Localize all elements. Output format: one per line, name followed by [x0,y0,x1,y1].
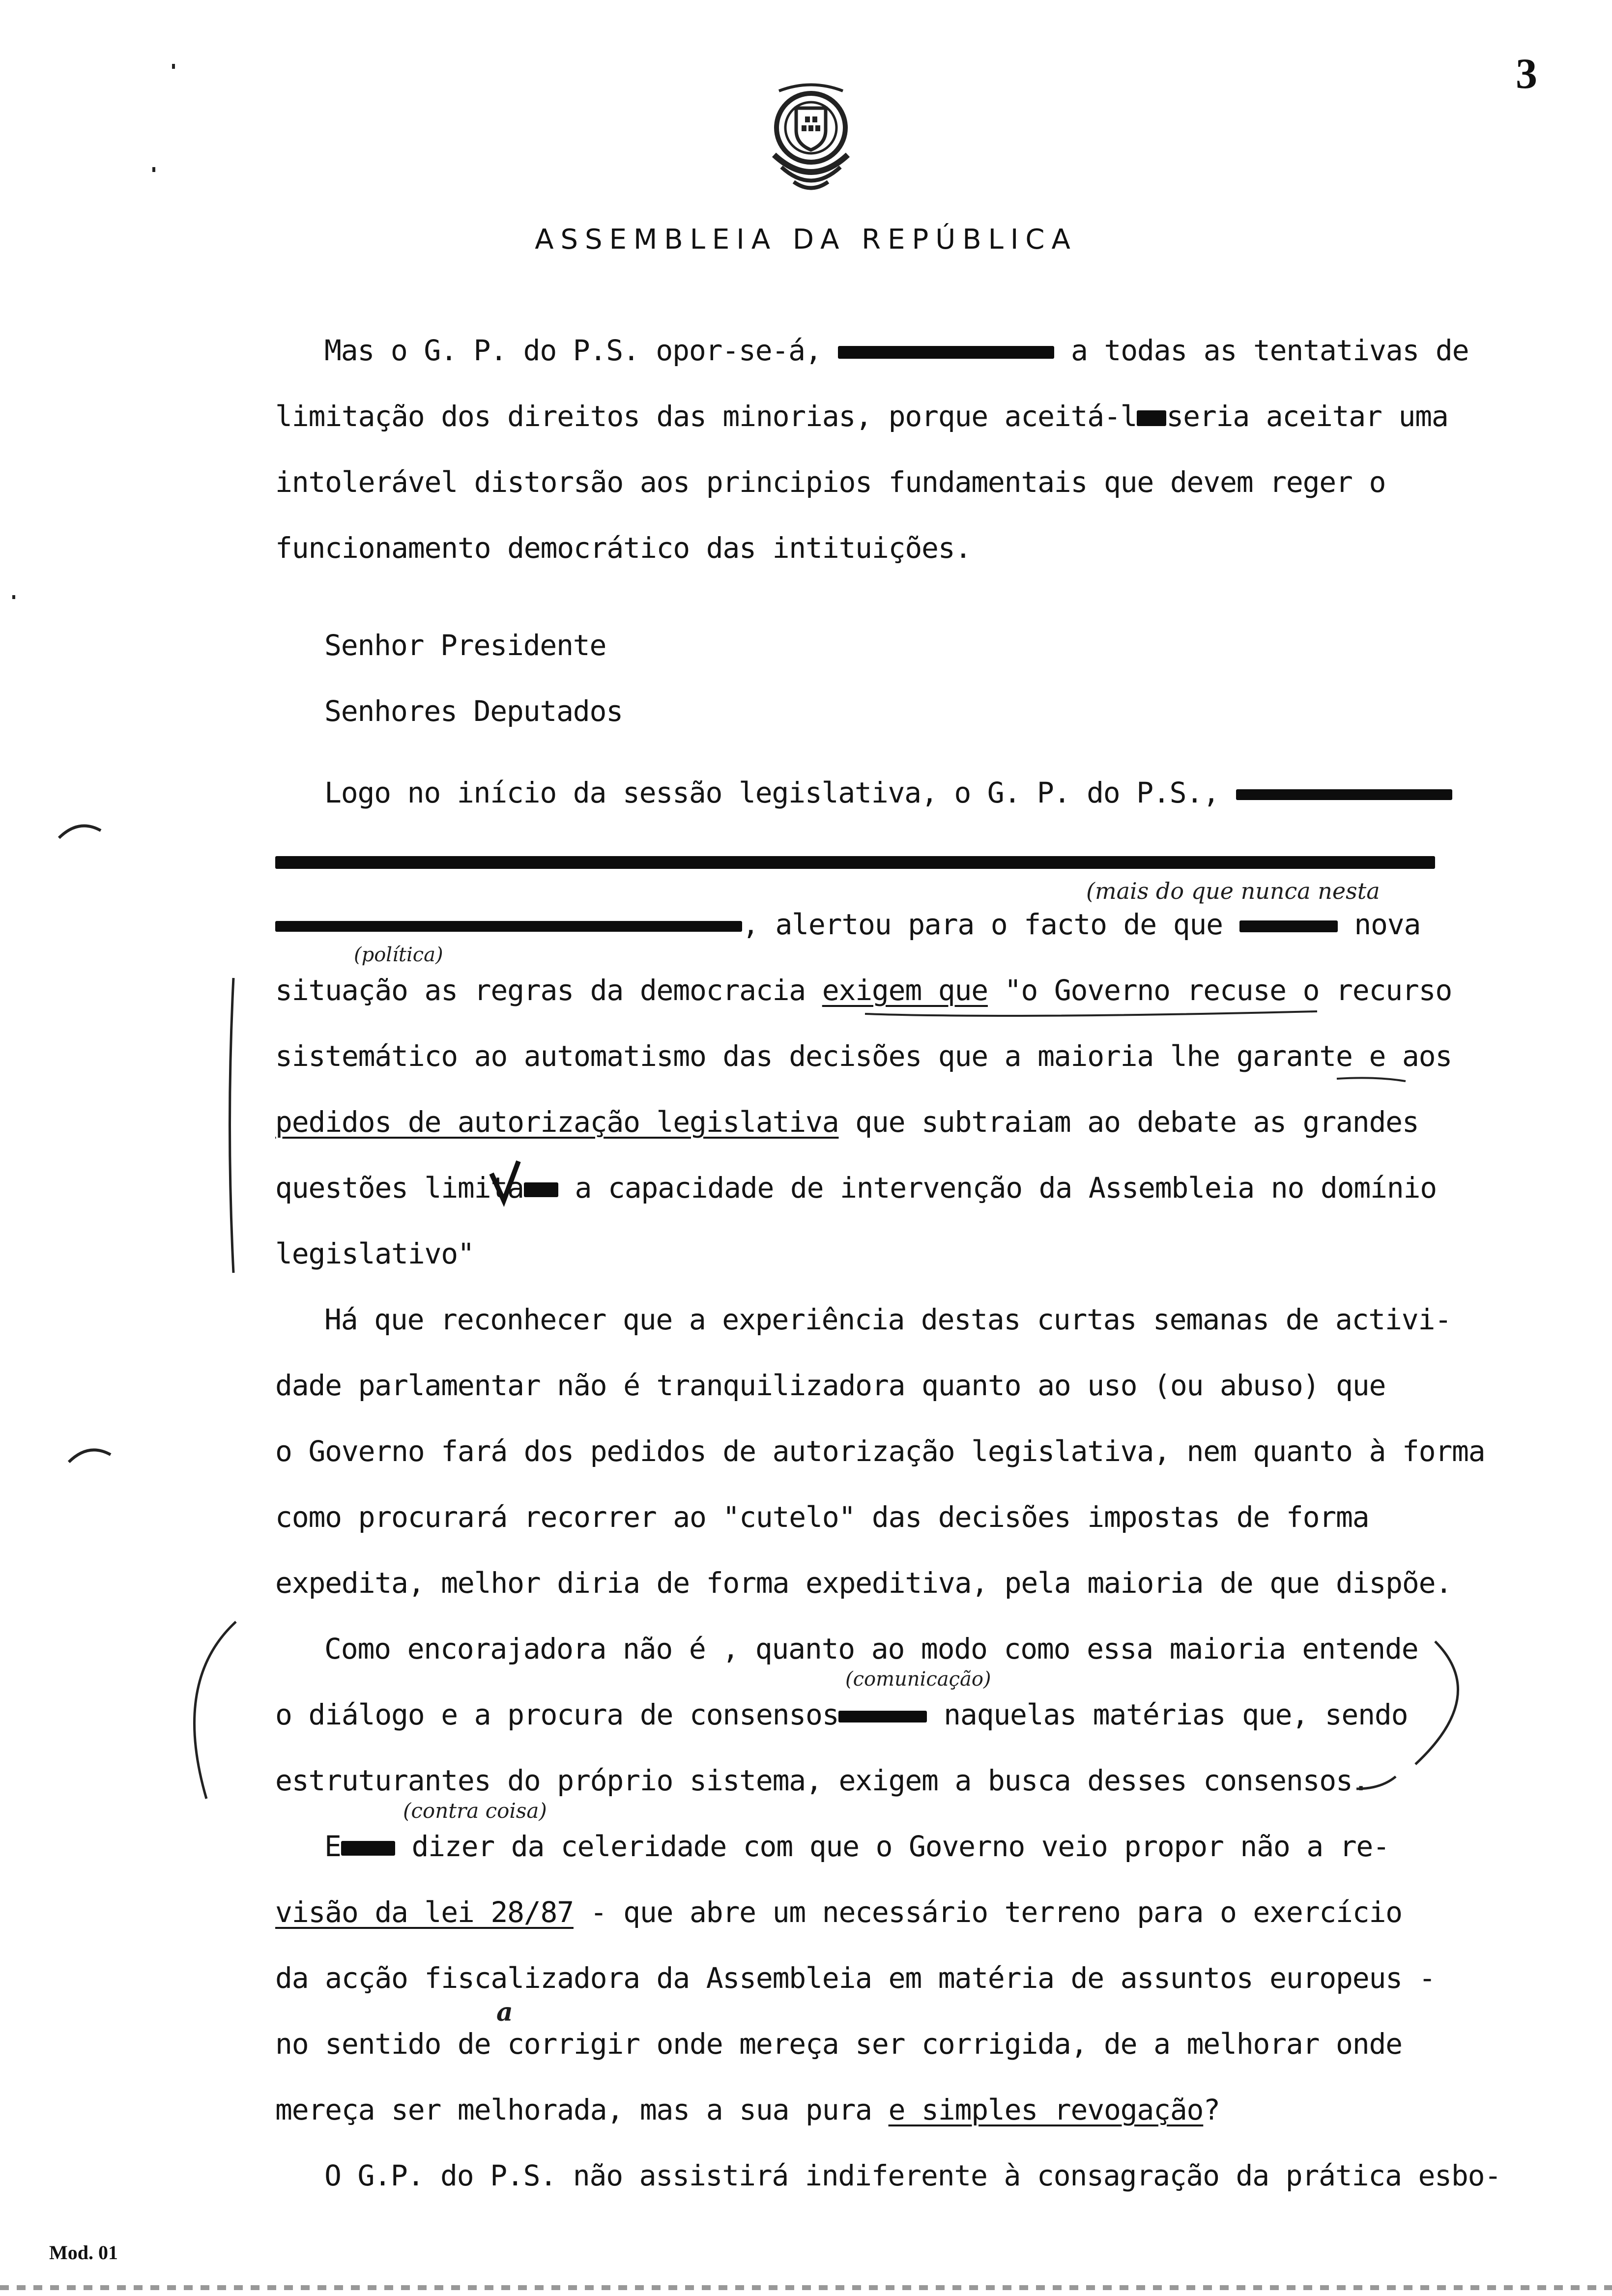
p5-line-1-b: dizer da celeridade com que o Governo veio propor não a re- [395,1830,1389,1863]
handwritten-note-situacao: (política) [354,944,443,966]
p4-line-1: Como encorajadora não é , quanto ao modo como essa maioria entende [324,1632,1418,1665]
p3-line-5: expedita, melhor diria de forma expeditiva, pela maioria de que dispõe. [275,1566,1452,1600]
scan-edge-strip [0,2285,1612,2290]
p2-line-4-b: as regras da democracia [407,974,822,1007]
p2-line-1-text: Logo no início da sessão legislativa, o G. P. do P.S., [324,776,1219,809]
p4-line-2-b: naquelas matérias que, sendo [927,1698,1408,1731]
salutation-line-2: Senhores Deputados [324,694,623,728]
p2-line-1 [324,775,1452,810]
p5-line-1-a: E [324,1830,341,1863]
p2-line-6-b: que subtraiam ao debate as grandes [838,1105,1419,1139]
p5-line-1 [324,1829,1389,1864]
p2-line-6 [275,1105,1419,1139]
p2-line-7-c: a capacidade de intervenção da Assembleia no domínio [558,1171,1437,1205]
struck-word [1239,920,1338,932]
p5-line-2-b: - que abre um necessário terreno para o exercício [573,1895,1402,1929]
p2-line-3 [275,907,1420,942]
coat-of-arms-emblem [759,81,863,204]
redaction-mark [838,346,1054,359]
p3-line-1: Há que reconhecer que a experiência destas curtas semanas de activi- [324,1303,1451,1336]
handwritten-note-consensos: (comunicação) [845,1668,991,1691]
p1-line-2-a: limitação dos direitos das minorias, porque aceitá-l [275,400,1137,433]
p2-line-4-d: "o Governo recuse o recurso [987,974,1452,1007]
handwritten-note-de: a [496,1997,513,2027]
underline-garante [1337,1078,1406,1081]
p4-line-3: estruturantes do próprio sistema, exigem a busca desses consensos. [275,1764,1369,1797]
p2-line-7 [275,1171,1437,1205]
p1-line-2 [275,399,1448,433]
underline-decisoes [865,1011,1317,1016]
p2-line-7-a: questões [275,1171,408,1205]
p6-line-1: O G.P. do P.S. não assistirá indiferente à consagração da prática esbo- [324,2159,1501,2192]
p1-line-4: funcionamento democrático das intituições. [275,531,972,565]
p1-line-1 [324,333,1468,368]
struck-line [275,856,1435,869]
p2-line-4-a: situação [275,974,408,1007]
handwritten-note-e: (contra coisa) [403,1799,547,1823]
struck-word [341,1841,395,1856]
margin-vertical-line [230,978,234,1273]
margin-right-bracket [1415,1641,1458,1764]
p2-line-4-underlined: exigem que [822,974,988,1007]
p1-line-1-b: a todas as tentativas de [1054,334,1469,367]
p3-line-2: dade parlamentar não é tranquilizadora quanto ao uso (ou abuso) que [275,1369,1386,1402]
margin-tick-1 [59,826,101,838]
margin-tick-2 [69,1450,111,1462]
p4-line-2 [275,1697,1408,1732]
ink-blot [524,1182,558,1197]
p2-line-3-a: , alertou para o facto de que [742,908,1223,941]
page-header: ASSEMBLEIA DA REPÚBLICA [535,224,1077,256]
p2-line-5: sistemático ao automatismo das decisões que a maioria lhe garante e aos [275,1039,1452,1073]
page-number: 3 [1516,50,1537,98]
p1-line-1-a: Mas o G. P. do P.S. opor-se-á, [324,334,822,367]
p1-line-3: intolerável distorsão aos principios fundamentais que devem reger o [275,465,1386,499]
struck-text [1236,789,1452,800]
p2-line-4 [275,973,1452,1007]
p5-line-4 [275,2027,1402,2061]
p2-line-6-underlined: pedidos de autorização legislativa [275,1105,839,1139]
p5-line-5-a: mereça ser melhorada, mas a sua pura [275,2093,889,2126]
struck-word [838,1711,927,1722]
p3-line-3: o Governo fará dos pedidos de autorização legislativa, nem quanto à forma [275,1435,1485,1468]
p5-line-2 [275,1895,1402,1929]
p2-line-7-b: limita [407,1171,524,1205]
margin-left-bracket [195,1622,236,1799]
handwritten-note-above-nova: (mais do que nunca nesta [1086,878,1380,904]
struck-text [275,921,742,932]
p5-line-4-a: no sentido de [275,2027,491,2061]
form-code: Mod. 01 [49,2241,118,2264]
p5-line-5 [275,2093,1220,2127]
p3-line-4: como procurará recorrer ao "cutelo" das decisões impostas de forma [275,1500,1369,1534]
p5-line-5-c: ? [1203,2093,1220,2126]
p2-line-3-b: nova [1337,908,1421,941]
p1-line-2-b: seria aceitar uma [1166,400,1448,433]
p4-line-2-a: o diálogo e a procura de consensos [275,1698,839,1731]
p5-line-4-b: corrigir onde mereça ser corrigida, de a melhorar onde [490,2027,1402,2061]
p5-line-3: da acção fiscalizadora da Assembleia em matéria de assuntos europeus - [275,1961,1436,1995]
salutation-line-1: Senhor Presidente [324,629,606,662]
p5-line-2-underlined: visão da lei 28/87 [275,1895,574,1929]
ink-blot [1137,410,1166,426]
p5-line-5-underlined: e simples revogação [888,2093,1204,2126]
p2-line-8: legislativo" [275,1237,474,1270]
